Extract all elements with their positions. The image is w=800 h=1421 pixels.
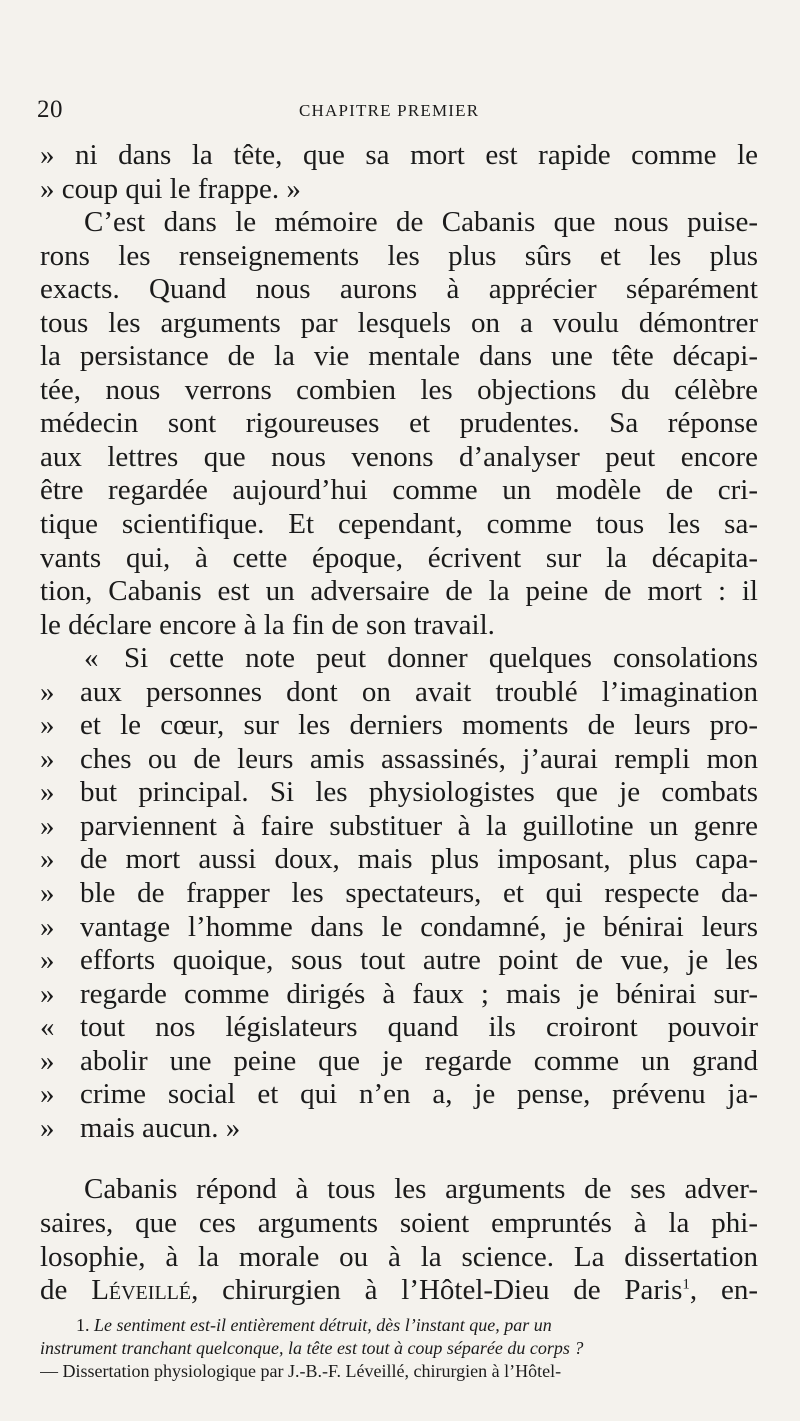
page-number: 20	[37, 96, 63, 123]
footnote-line: instrument tranchant quelconque, la tête est tout à coup séparée du corps ?	[40, 1338, 584, 1358]
text-line	[40, 1274, 758, 1308]
text-fragment: de	[40, 1274, 92, 1307]
text-line: le déclare encore à la fin de son travail.	[40, 608, 495, 641]
quote-mark: »	[40, 709, 55, 742]
quote-text: aux personnes dont on avait troublé l’imagination	[80, 675, 758, 708]
quote-mark: »	[40, 776, 55, 809]
text-line: saires, que ces arguments soient empruntés à la phi-	[40, 1206, 758, 1239]
quote-text: Si cette note peut donner quelques consolations	[124, 642, 758, 675]
text-fragment: , en-	[689, 1274, 758, 1307]
quote-mark: »	[40, 1044, 55, 1077]
quote-line	[40, 1112, 758, 1146]
text-line: » coup qui le frappe. »	[40, 172, 301, 205]
quote-text: but principal. Si les physiologistes que je combats	[80, 776, 758, 809]
quote-mark: »	[40, 1111, 55, 1144]
footnote-ref[interactable]: 1	[682, 1276, 690, 1293]
footnote-line	[40, 1314, 764, 1337]
text-line: tous les arguments par lesquels on a voulu démontrer	[40, 306, 758, 339]
quote-line	[40, 1078, 758, 1112]
quote-mark: »	[40, 1078, 55, 1111]
quote-mark: »	[40, 977, 55, 1010]
quote-line	[40, 1045, 758, 1079]
quote-mark: »	[40, 910, 55, 943]
quote-line	[40, 743, 758, 777]
text-line: rons les renseignements les plus sûrs et les plus	[40, 239, 758, 272]
footnote-number: 1.	[76, 1315, 90, 1335]
text-line: tée, nous verrons combien les objections du célèbre	[40, 373, 758, 406]
text-line: vants qui, à cette époque, écrivent sur la décapita-	[40, 541, 758, 574]
quote-mark: »	[40, 675, 55, 708]
quote-line	[40, 843, 758, 877]
quote-text: crime social et qui n’en a, je pense, prévenu ja-	[80, 1078, 758, 1111]
footnotes	[40, 1314, 764, 1383]
quote-line	[40, 1011, 758, 1045]
quote-text: mais aucun. »	[80, 1111, 241, 1144]
quote-text: ches ou de leurs amis assassinés, j’aurai rempli mon	[80, 742, 758, 775]
quote-mark: »	[40, 877, 55, 910]
quote-mark: »	[40, 944, 55, 977]
text-line: aux lettres que nous venons d’analyser peut encore	[40, 440, 758, 473]
quote-text: tout nos législateurs quand ils croiront pouvoir	[80, 1011, 758, 1044]
footnote-text: Le sentiment est-il entièrement détruit, dès l’instant que, par un	[94, 1315, 552, 1335]
quote-line	[40, 944, 758, 978]
author-name: Léveillé	[91, 1274, 192, 1307]
quote-text: efforts quoique, sous tout autre point de vue, je les	[80, 944, 758, 977]
quote-text: regarde comme dirigés à faux ; mais je bénirai sur-	[80, 977, 758, 1010]
quote-text: vantage l’homme dans le condamné, je bénirai leurs	[80, 910, 758, 943]
text-line: » ni dans la tête, que sa mort est rapide comme le	[40, 139, 758, 171]
quote-mark: »	[40, 809, 55, 842]
text-line: être regardée aujourd’hui comme un modèle de cri-	[40, 474, 758, 507]
text-line: médecin sont rigoureuses et prudentes. Sa réponse	[40, 407, 758, 440]
text-line: Cabanis répond à tous les arguments de ses adver-	[84, 1173, 758, 1206]
quote-line	[40, 911, 758, 945]
page-header	[37, 96, 756, 128]
quote-line	[40, 877, 758, 911]
quote-line	[40, 776, 758, 810]
quote-text: de mort aussi doux, mais plus imposant, plus capa-	[80, 843, 758, 876]
text-line: tique scientifique. Et cependant, comme tous les sa-	[40, 508, 758, 541]
paragraph-gap	[40, 1145, 758, 1173]
quote-mark: «	[84, 642, 99, 675]
text-fragment: , chirurgien à l’Hôtel-Dieu de Paris	[191, 1274, 683, 1307]
text-line: la persistance de la vie mentale dans une tête décapi-	[40, 340, 758, 373]
quote-text: et le cœur, sur les derniers moments de leurs pro-	[80, 709, 758, 742]
quote-line	[40, 978, 758, 1012]
main-text	[40, 139, 758, 1308]
running-title: CHAPITRE PREMIER	[299, 101, 480, 120]
quote-line	[40, 810, 758, 844]
text-line: C’est dans le mémoire de Cabanis que nous puise-	[84, 206, 758, 239]
quote-line	[40, 709, 758, 743]
text-line: tion, Cabanis est un adversaire de la peine de mort : il	[40, 575, 758, 608]
quote-text: ble de frapper les spectateurs, et qui respecte da-	[80, 877, 758, 910]
quote-mark: «	[40, 1011, 55, 1044]
text-line: exacts. Quand nous aurons à apprécier séparément	[40, 273, 758, 306]
quote-line	[40, 642, 758, 676]
quote-mark: »	[40, 843, 55, 876]
quote-text: parviennent à faire substituer à la guillotine un genre	[80, 809, 758, 842]
quote-line	[40, 676, 758, 710]
quote-text: abolir une peine que je regarde comme un grand	[80, 1044, 758, 1077]
text-line: losophie, à la morale ou à la science. La dissertation	[40, 1240, 758, 1273]
quote-mark: »	[40, 742, 55, 775]
footnote-line: — Dissertation physiologique par J.-B.-F. Léveillé, chirurgien à l’Hôtel-	[40, 1361, 562, 1381]
